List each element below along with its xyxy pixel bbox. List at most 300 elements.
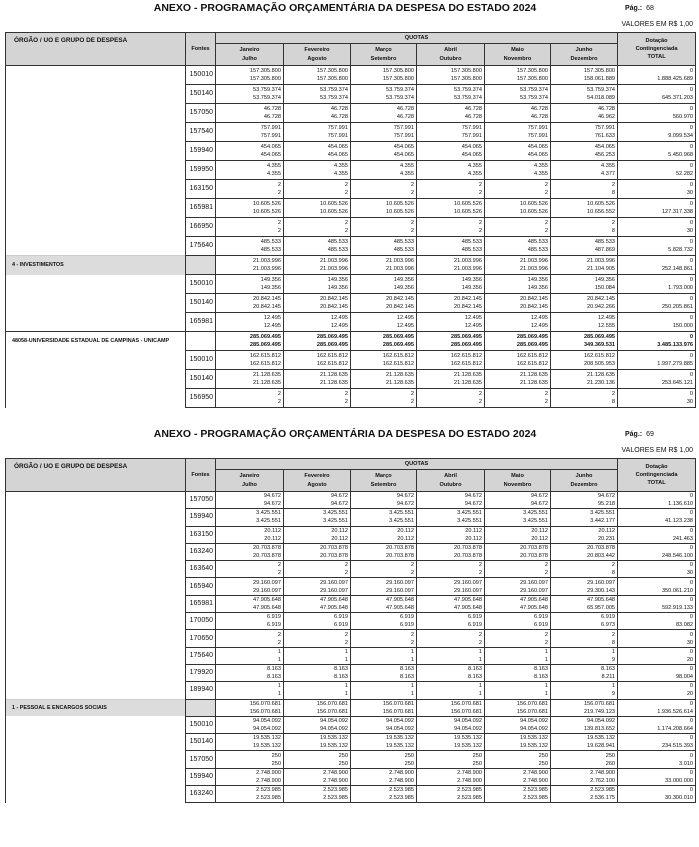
header-month-0: Janeiro Julho [216, 470, 284, 492]
quota-cell: 20.842.145 20.842.145 [485, 294, 551, 313]
quota-cell: 29.160.097 29.160.097 [417, 578, 485, 595]
dotacao-cell: 0 127.317.338 [618, 199, 696, 218]
quota-cell: 1 1 [485, 682, 551, 699]
quota-cell: 2 2 [351, 389, 417, 408]
quota-cell: 3.425.551 3.425.551 [485, 509, 551, 526]
page-number-value: 69 [646, 431, 654, 438]
row-label [6, 664, 186, 681]
quota-cell: 8.163 8.163 [351, 664, 417, 681]
quota-cell: 46.728 46.728 [216, 104, 284, 123]
quota-cell: 2 2 [485, 630, 551, 647]
quota-cell: 485.533 485.533 [485, 237, 551, 256]
quota-cell: 21.128.635 21.128.635 [417, 370, 485, 389]
quota-cell: 2.523.985 2.523.985 [216, 786, 284, 803]
quota-cell: 485.533 485.533 [351, 237, 417, 256]
fonte-code: 157050 [186, 104, 216, 123]
quota-cell: 2.748.900 2.748.900 [351, 768, 417, 785]
quota-cell: 149.356 149.356 [284, 275, 351, 294]
row-label [6, 630, 186, 647]
quota-cell: 757.991 757.991 [485, 123, 551, 142]
group-row [6, 256, 696, 275]
quota-cell: 20.703.878 20.703.878 [417, 543, 485, 560]
budget-table [5, 458, 696, 803]
quota-cell: 162.615.812 162.615.812 [485, 351, 551, 370]
dotacao-cell: 0 30 [618, 180, 696, 199]
fonte-code: 163240 [186, 543, 216, 560]
quota-cell: 20.703.878 20.703.878 [351, 543, 417, 560]
fonte-code: 165940 [186, 578, 216, 595]
header-fontes: Fontes [186, 459, 216, 492]
quota-cell: 1 1 [351, 647, 417, 664]
fonte-code: 150010 [186, 66, 216, 85]
quota-cell: 162.615.812 162.615.812 [216, 351, 284, 370]
fonte-code: 159940 [186, 509, 216, 526]
quota-cell: 20.112 20.231 [551, 526, 618, 543]
quota-cell: 4.355 4.355 [216, 161, 284, 180]
dotacao-cell: 0 33.000.000 [618, 768, 696, 785]
quota-cell: 156.070.681 219.749.123 [551, 699, 618, 716]
fonte-code: 189940 [186, 682, 216, 699]
quota-cell: 2 2 [485, 218, 551, 237]
quota-cell: 53.759.374 54.018.089 [551, 85, 618, 104]
fonte-code: 163640 [186, 561, 216, 578]
dotacao-cell: 0 3.485.133.976 [618, 332, 696, 351]
header-fontes: Fontes [186, 33, 216, 66]
quota-cell: 53.759.374 53.759.374 [284, 85, 351, 104]
dotacao-cell: 0 20 [618, 682, 696, 699]
fonte-code: 179920 [186, 664, 216, 681]
quota-cell: 757.991 761.633 [551, 123, 618, 142]
table-row [6, 768, 696, 785]
quota-cell: 47.905.648 65.957.005 [551, 595, 618, 612]
quota-cell: 2 2 [216, 561, 284, 578]
fonte-code: 150010 [186, 275, 216, 294]
quota-cell: 6.919 6.919 [216, 613, 284, 630]
quota-cell: 94.672 94.672 [485, 492, 551, 509]
quota-cell: 94.672 94.672 [284, 492, 351, 509]
fonte-code [186, 256, 216, 275]
quota-cell: 2 2 [284, 180, 351, 199]
quota-cell: 485.533 487.869 [551, 237, 618, 256]
quota-cell: 2 2 [216, 389, 284, 408]
quota-cell: 20.703.878 20.703.878 [485, 543, 551, 560]
table-row [6, 313, 696, 332]
quota-cell: 53.759.374 53.759.374 [485, 85, 551, 104]
header-month-0: Janeiro Julho [216, 44, 284, 66]
header-dotacao: Dotação Contingenciada TOTAL [618, 459, 696, 492]
quota-cell: 94.054.092 94.054.092 [284, 716, 351, 733]
quota-cell: 2.523.985 2.523.985 [351, 786, 417, 803]
quota-cell: 2 2 [284, 218, 351, 237]
quota-cell: 21.128.635 21.230.136 [551, 370, 618, 389]
row-label [6, 199, 186, 218]
fonte-code: 159940 [186, 142, 216, 161]
quota-cell: 157.305.800 157.305.800 [216, 66, 284, 85]
fonte-code: 157050 [186, 751, 216, 768]
quota-cell: 20.842.145 20.842.145 [284, 294, 351, 313]
quota-cell: 29.160.097 29.160.097 [216, 578, 284, 595]
quota-cell: 29.160.097 29.160.097 [284, 578, 351, 595]
row-label [6, 647, 186, 664]
quota-cell: 4.355 4.355 [417, 161, 485, 180]
quota-cell: 2 2 [417, 630, 485, 647]
quota-cell: 1 9 [551, 647, 618, 664]
quota-cell: 19.535.132 19.628.941 [551, 734, 618, 751]
quota-cell: 757.991 757.991 [351, 123, 417, 142]
quota-cell: 157.305.800 157.305.800 [351, 66, 417, 85]
quota-cell: 46.728 46.728 [284, 104, 351, 123]
quota-cell: 19.535.132 19.535.132 [216, 734, 284, 751]
quota-cell: 485.533 485.533 [216, 237, 284, 256]
quota-cell: 19.535.132 19.535.132 [417, 734, 485, 751]
quota-cell: 8.163 8.163 [284, 664, 351, 681]
table-row [6, 509, 696, 526]
quota-cell: 2.523.985 2.523.985 [485, 786, 551, 803]
quota-cell: 4.355 4.355 [485, 161, 551, 180]
dotacao-cell: 0 252.148.861 [618, 256, 696, 275]
table-row [6, 526, 696, 543]
quota-cell: 757.991 757.991 [216, 123, 284, 142]
page-label: Pág.: [625, 431, 643, 438]
header-dotacao: Dotação Contingenciada TOTAL [618, 33, 696, 66]
quota-cell: 94.672 94.672 [216, 492, 284, 509]
quota-cell: 94.054.092 94.054.092 [216, 716, 284, 733]
table-row [6, 647, 696, 664]
row-label [6, 578, 186, 595]
quota-cell: 454.065 454.065 [284, 142, 351, 161]
quota-cell: 47.905.648 47.905.648 [216, 595, 284, 612]
fonte-code: 165981 [186, 199, 216, 218]
quota-cell: 149.356 150.084 [551, 275, 618, 294]
dotacao-cell: 0 241.463 [618, 526, 696, 543]
quota-cell: 2.748.900 2.748.900 [485, 768, 551, 785]
fonte-code: 150140 [186, 734, 216, 751]
header-quotas: QUOTAS [216, 33, 618, 44]
quota-cell: 156.070.681 156.070.681 [351, 699, 417, 716]
quota-cell: 8.163 8.211 [551, 664, 618, 681]
quota-cell: 3.425.551 3.442.177 [551, 509, 618, 526]
quota-cell: 6.919 6.919 [284, 613, 351, 630]
row-label [6, 351, 186, 370]
row-label [6, 595, 186, 612]
quota-cell: 53.759.374 53.759.374 [417, 85, 485, 104]
quota-cell: 1 9 [551, 682, 618, 699]
quota-cell: 2 2 [485, 561, 551, 578]
quota-cell: 47.905.648 47.905.648 [485, 595, 551, 612]
row-label [6, 786, 186, 803]
row-label [6, 543, 186, 560]
quota-cell: 454.065 454.065 [351, 142, 417, 161]
quota-cell: 94.054.092 139.813.652 [551, 716, 618, 733]
quota-cell: 21.003.996 21.104.905 [551, 256, 618, 275]
fonte-code: 156950 [186, 389, 216, 408]
fonte-code: 170650 [186, 630, 216, 647]
row-label [6, 294, 186, 313]
quota-cell: 162.615.812 162.615.812 [417, 351, 485, 370]
quota-cell: 21.003.996 21.003.996 [216, 256, 284, 275]
quota-cell: 3.425.551 3.425.551 [417, 509, 485, 526]
quota-cell: 1 1 [485, 647, 551, 664]
quota-cell: 2.523.985 2.536.175 [551, 786, 618, 803]
quota-cell: 2 2 [351, 630, 417, 647]
dotacao-cell: 0 52.282 [618, 161, 696, 180]
quota-cell: 10.605.526 10.656.552 [551, 199, 618, 218]
quota-cell: 53.759.374 53.759.374 [351, 85, 417, 104]
document-title: ANEXO - PROGRAMAÇÃO ORÇAMENTÁRIA DA DESPESA DO ESTADO 2024 [153, 2, 537, 14]
table-row [6, 561, 696, 578]
quota-cell: 157.305.800 158.061.889 [551, 66, 618, 85]
quota-cell: 20.112 20.112 [351, 526, 417, 543]
table-row [6, 123, 696, 142]
fonte-code: 157540 [186, 123, 216, 142]
dotacao-cell: 0 30 [618, 218, 696, 237]
row-label [6, 751, 186, 768]
row-label [6, 389, 186, 408]
quota-cell: 21.128.635 21.128.635 [216, 370, 284, 389]
fonte-code: 150010 [186, 351, 216, 370]
dotacao-cell: 0 5.450.968 [618, 142, 696, 161]
quota-cell: 21.128.635 21.128.635 [284, 370, 351, 389]
table-row [6, 543, 696, 560]
quota-cell: 2 2 [216, 180, 284, 199]
dotacao-cell: 0 5.828.732 [618, 237, 696, 256]
quota-cell: 20.112 20.112 [284, 526, 351, 543]
fonte-code: 159940 [186, 768, 216, 785]
fonte-code: 163240 [186, 786, 216, 803]
quota-cell: 10.605.526 10.605.526 [417, 199, 485, 218]
dotacao-cell: 0 250.205.861 [618, 294, 696, 313]
quota-cell: 162.615.812 208.505.953 [551, 351, 618, 370]
row-label [6, 734, 186, 751]
table-row [6, 237, 696, 256]
quota-cell: 2 2 [284, 630, 351, 647]
quota-cell: 12.495 12.495 [351, 313, 417, 332]
quota-cell: 1 1 [417, 682, 485, 699]
dotacao-cell: 0 9.099.534 [618, 123, 696, 142]
quota-cell: 47.905.648 47.905.648 [351, 595, 417, 612]
quota-cell: 156.070.681 156.070.681 [216, 699, 284, 716]
quota-cell: 4.355 4.355 [351, 161, 417, 180]
quota-cell: 3.425.551 3.425.551 [284, 509, 351, 526]
fonte-code: 150140 [186, 294, 216, 313]
quota-cell: 2.748.900 2.748.900 [417, 768, 485, 785]
row-label [6, 561, 186, 578]
quota-cell: 12.495 12.495 [485, 313, 551, 332]
row-label [6, 142, 186, 161]
quota-cell: 19.535.132 19.535.132 [351, 734, 417, 751]
quota-cell: 21.128.635 21.128.635 [485, 370, 551, 389]
quota-cell: 20.112 20.112 [216, 526, 284, 543]
quota-cell: 1 1 [284, 682, 351, 699]
fonte-code: 157050 [186, 492, 216, 509]
quota-cell: 94.672 94.672 [351, 492, 417, 509]
quota-cell: 10.605.526 10.605.526 [351, 199, 417, 218]
table-row [6, 275, 696, 294]
table-row [6, 85, 696, 104]
header-month-5: Junho Dezembro [551, 44, 618, 66]
quota-cell: 156.070.681 156.070.681 [284, 699, 351, 716]
row-label [6, 104, 186, 123]
quota-cell: 20.703.878 20.803.442 [551, 543, 618, 560]
row-label [6, 768, 186, 785]
dotacao-cell: 0 1.136.610 [618, 492, 696, 509]
quota-cell: 285.069.495 285.069.495 [284, 332, 351, 351]
fonte-code: 150010 [186, 716, 216, 733]
quota-cell: 10.605.526 10.605.526 [216, 199, 284, 218]
row-label [6, 218, 186, 237]
dotacao-cell: 0 30 [618, 561, 696, 578]
quota-cell: 12.495 12.495 [284, 313, 351, 332]
quota-cell: 285.069.495 349.369.531 [551, 332, 618, 351]
quota-cell: 285.069.495 285.069.495 [351, 332, 417, 351]
quota-cell: 2 8 [551, 180, 618, 199]
dotacao-cell: 0 1.936.526.614 [618, 699, 696, 716]
table-row [6, 734, 696, 751]
table-row [6, 595, 696, 612]
header-quotas: QUOTAS [216, 459, 618, 470]
quota-cell: 6.919 6.919 [417, 613, 485, 630]
page-number [625, 431, 654, 438]
quota-cell: 250 250 [284, 751, 351, 768]
fonte-code: 163150 [186, 526, 216, 543]
quota-cell: 757.991 757.991 [284, 123, 351, 142]
quota-cell: 2 2 [417, 218, 485, 237]
row-label [6, 613, 186, 630]
quota-cell: 454.065 454.065 [485, 142, 551, 161]
dotacao-cell: 0 350.061.210 [618, 578, 696, 595]
quota-cell: 2 2 [417, 561, 485, 578]
dotacao-cell: 0 30 [618, 389, 696, 408]
dotacao-cell: 0 98.004 [618, 664, 696, 681]
quota-cell: 2 2 [485, 389, 551, 408]
row-label [6, 682, 186, 699]
dotacao-cell: 0 20 [618, 647, 696, 664]
quota-cell: 1 1 [351, 682, 417, 699]
quota-cell: 94.672 94.672 [417, 492, 485, 509]
table-row [6, 218, 696, 237]
currency-note: VALORES EM R$ 1,00 [621, 21, 693, 28]
quota-cell: 162.615.812 162.615.812 [284, 351, 351, 370]
quota-cell: 46.728 46.728 [417, 104, 485, 123]
quota-cell: 757.991 757.991 [417, 123, 485, 142]
quota-cell: 20.842.145 20.842.145 [216, 294, 284, 313]
quota-cell: 2 2 [216, 218, 284, 237]
fonte-code: 175640 [186, 237, 216, 256]
table-row [6, 389, 696, 408]
dotacao-cell: 0 1.997.279.885 [618, 351, 696, 370]
header-month-1: Fevereiro Agosto [284, 44, 351, 66]
row-label [6, 237, 186, 256]
fonte-code: 163150 [186, 180, 216, 199]
quota-cell: 485.533 485.533 [417, 237, 485, 256]
fonte-code [186, 332, 216, 351]
dotacao-cell: 0 30.300.010 [618, 786, 696, 803]
quota-cell: 454.065 456.253 [551, 142, 618, 161]
quota-cell: 1 1 [284, 647, 351, 664]
quota-cell: 12.495 12.495 [216, 313, 284, 332]
header-month-3: Abril Outubro [417, 44, 485, 66]
dotacao-cell: 0 30 [618, 630, 696, 647]
quota-cell: 485.533 485.533 [284, 237, 351, 256]
quota-cell: 46.728 46.728 [351, 104, 417, 123]
quota-cell: 454.065 454.065 [417, 142, 485, 161]
row-label [6, 85, 186, 104]
quota-cell: 4.355 4.377 [551, 161, 618, 180]
table-row [6, 682, 696, 699]
dotacao-cell: 0 3.010 [618, 751, 696, 768]
quota-cell: 20.842.145 20.942.266 [551, 294, 618, 313]
row-label [6, 716, 186, 733]
quota-cell: 10.605.526 10.605.526 [485, 199, 551, 218]
quota-cell: 285.069.495 285.069.495 [485, 332, 551, 351]
fonte-code: 166950 [186, 218, 216, 237]
row-label [6, 492, 186, 509]
dotacao-cell: 0 560.970 [618, 104, 696, 123]
fonte-code: 165981 [186, 595, 216, 612]
quota-cell: 149.356 149.356 [351, 275, 417, 294]
fonte-code: 159950 [186, 161, 216, 180]
quota-cell: 1 1 [216, 682, 284, 699]
quota-cell: 149.356 149.356 [417, 275, 485, 294]
quota-cell: 3.425.551 3.425.551 [351, 509, 417, 526]
quota-cell: 4.355 4.355 [284, 161, 351, 180]
row-label [6, 526, 186, 543]
quota-cell: 2 2 [351, 218, 417, 237]
quota-cell: 1 1 [417, 647, 485, 664]
document-title: ANEXO - PROGRAMAÇÃO ORÇAMENTÁRIA DA DESPESA DO ESTADO 2024 [153, 428, 537, 440]
quota-cell: 10.605.526 10.605.526 [284, 199, 351, 218]
quota-cell: 29.160.097 29.160.097 [485, 578, 551, 595]
table-row [6, 66, 696, 85]
quota-cell: 21.128.635 21.128.635 [351, 370, 417, 389]
quota-cell: 2.523.985 2.523.985 [284, 786, 351, 803]
quota-cell: 149.356 149.356 [485, 275, 551, 294]
table-row [6, 630, 696, 647]
table-row [6, 370, 696, 389]
table-row [6, 786, 696, 803]
row-label: 1 - PESSOAL E ENCARGOS SOCIAIS [6, 699, 186, 716]
quota-cell: 157.305.800 157.305.800 [284, 66, 351, 85]
quota-cell: 285.069.495 285.069.495 [216, 332, 284, 351]
quota-cell: 20.842.145 20.842.145 [351, 294, 417, 313]
quota-cell: 21.003.996 21.003.996 [485, 256, 551, 275]
quota-cell: 94.054.092 94.054.092 [417, 716, 485, 733]
table-row [6, 613, 696, 630]
quota-cell: 19.535.132 19.535.132 [284, 734, 351, 751]
quota-cell: 2 2 [284, 389, 351, 408]
header-month-2: Março Setembro [351, 44, 417, 66]
quota-cell: 250 250 [216, 751, 284, 768]
quota-cell: 6.919 6.973 [551, 613, 618, 630]
quota-cell: 21.003.996 21.003.996 [284, 256, 351, 275]
quota-cell: 2.748.900 2.748.900 [284, 768, 351, 785]
quota-cell: 20.703.878 20.703.878 [284, 543, 351, 560]
quota-cell: 1 1 [216, 647, 284, 664]
quota-cell: 285.069.495 285.069.495 [417, 332, 485, 351]
row-label [6, 275, 186, 294]
table-row [6, 716, 696, 733]
quota-cell: 157.305.800 157.305.800 [485, 66, 551, 85]
row-label [6, 123, 186, 142]
header-month-4: Maio Novembro [485, 44, 551, 66]
quota-cell: 2 2 [485, 180, 551, 199]
row-label [6, 161, 186, 180]
quota-cell: 2 2 [351, 180, 417, 199]
quota-cell: 2 2 [284, 561, 351, 578]
quota-cell: 2.523.985 2.523.985 [417, 786, 485, 803]
quota-cell: 47.905.648 47.905.648 [284, 595, 351, 612]
header-month-5: Junho Dezembro [551, 470, 618, 492]
